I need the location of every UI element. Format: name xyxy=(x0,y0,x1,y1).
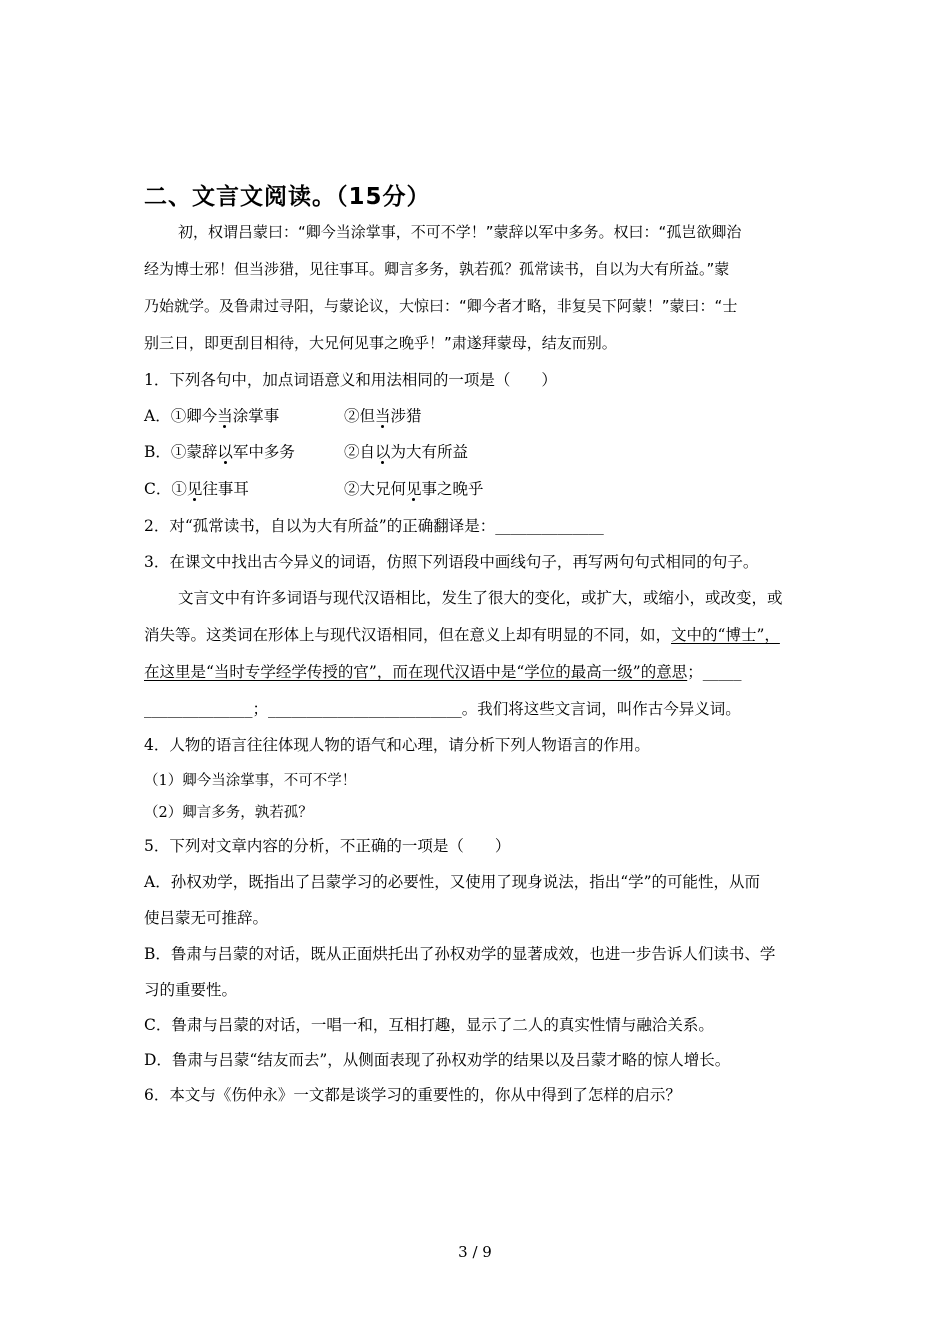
dotted-char: 以 xyxy=(375,443,391,461)
question-5-option-d: D．鲁肃与吕蒙“结友而去”，从侧面表现了孙权劝学的结果以及吕蒙才略的惊人增长。 xyxy=(144,1051,731,1069)
option-label: C． xyxy=(144,480,172,498)
question-1-stem: 1．下列各句中，加点词语意义和用法相同的一项是（ ） xyxy=(144,371,557,389)
question-5-option-b-line-1: B．鲁肃与吕蒙的对话，既从正面烘托出了孙权劝学的显著成效，也进一步告诉人们读书、学 xyxy=(144,945,776,963)
question-3-text-line-3: 在这里是“当时专学经学传授的官”，而在现代汉语中是“学位的最高一级”的意思；_____ xyxy=(144,663,742,681)
passage-line-3: 乃始就学。及鲁肃过寻阳，与蒙论议，大惊曰：“卿今者才略，非复吴下阿蒙！”蒙曰：“士 xyxy=(144,297,738,315)
question-3-stem: 3．在课文中找出古今异义的词语，仿照下列语段中画线句子，再写两句句式相同的句子。 xyxy=(144,553,759,571)
passage-line-4: 别三日，即更刮目相待，大兄何见事之晚乎！”肃遂拜蒙母，结友而别。 xyxy=(144,334,617,352)
question-4-stem: 4．人物的语言往往体现人物的语气和心理，请分析下列人物语言的作用。 xyxy=(144,736,650,754)
question-4-sentence-2: （2）卿言多务，孰若孤？ xyxy=(144,805,313,821)
question-1-option-b: B．①蒙辞以军中多务 ②自以为大有所益 xyxy=(144,443,469,461)
question-6: 6．本文与《伤仲永》一文都是谈学习的重要性的，你从中得到了怎样的启示？ xyxy=(144,1086,681,1104)
dotted-char: 当 xyxy=(217,407,233,425)
question-2: 2．对“孤常读书，自以为大有所益”的正确翻译是：______________ xyxy=(144,517,604,535)
option-label: A． xyxy=(144,407,171,425)
underlined-sentence: 文中的“博士”， xyxy=(671,626,780,644)
question-5-stem: 5．下列对文章内容的分析，不正确的一项是（ ） xyxy=(144,837,511,855)
dotted-char: 以 xyxy=(217,443,233,461)
section-heading: 二、文言文阅读。（15分） xyxy=(144,184,431,210)
question-3-text-line-2: 消失等。这类词在形体上与现代汉语相同，但在意义上却有明显的不同，如，文中的“博士”， xyxy=(144,626,780,644)
question-5-option-b-line-2: 习的重要性。 xyxy=(144,981,238,999)
underlined-sentence: 在这里是“当时专学经学传授的官”，而在现代汉语中是“学位的最高一级”的意思 xyxy=(144,663,688,681)
dotted-char: 当 xyxy=(375,407,391,425)
question-3-text-line-4: ______________；_________________________。我们将这些文言词，叫作古今异义词。 xyxy=(144,700,741,718)
option-label: B． xyxy=(144,443,171,461)
passage-line-2: 经为博士邪！但当涉猎，见往事耳。卿言多务，孰若孤？孤常读书，自以为大有所益。”蒙 xyxy=(144,260,730,278)
dotted-char: 见 xyxy=(406,480,422,498)
question-3-text-line-1: 文言文中有许多词语与现代汉语相比，发生了很大的变化，或扩大，或缩小，或改变，或 xyxy=(178,589,783,607)
question-5-option-c: C．鲁肃与吕蒙的对话，一唱一和，互相打趣，显示了二人的真实性情与融洽关系。 xyxy=(144,1016,714,1034)
question-4-sentence-1: （1）卿今当涂掌事，不可不学！ xyxy=(144,773,357,789)
question-5-option-a-line-1: A．孙权劝学，既指出了吕蒙学习的必要性，又使用了现身说法，指出“学”的可能性，从而 xyxy=(144,873,761,891)
dotted-char: 见 xyxy=(186,480,203,498)
page-number: 3 / 9 xyxy=(458,1243,492,1261)
question-1-option-c: C．①见往事耳 ②大兄何见事之晚乎 xyxy=(144,480,484,498)
question-1-option-a: A．①卿今当涂掌事 ②但当涉猎 xyxy=(144,407,422,425)
passage-line-1: 初，权谓吕蒙曰：“卿今当涂掌事，不可不学！”蒙辞以军中多务。权曰：“孤岂欲卿治 xyxy=(178,223,742,241)
question-5-option-a-line-2: 使吕蒙无可推辞。 xyxy=(144,909,269,927)
